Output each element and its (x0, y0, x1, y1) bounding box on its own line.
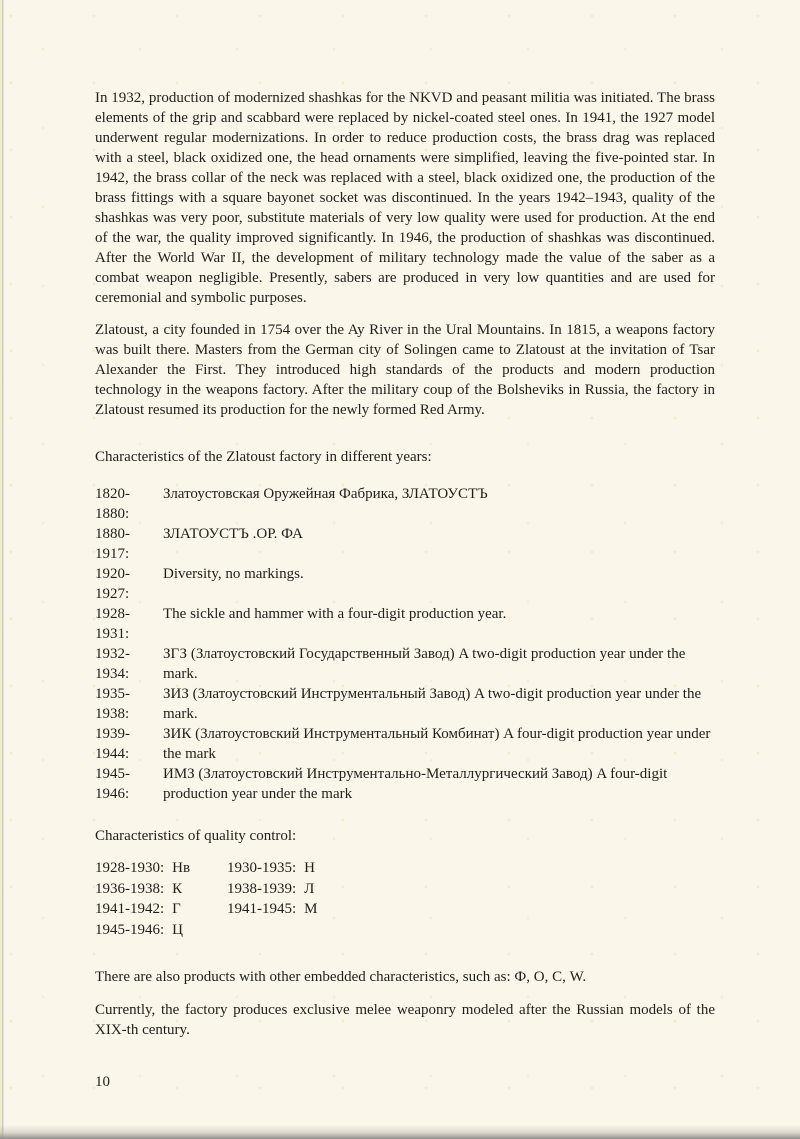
quality-mark: Нв (172, 860, 191, 876)
item-text: ЗЛАТОУСТЪ .ОР. ФА (163, 526, 303, 542)
page-bottom-edge-shadow (0, 1125, 800, 1139)
quality-cell (95, 879, 227, 900)
years-label: 1820-1880: (95, 486, 130, 522)
quality-mark: Н (304, 860, 316, 876)
item-text: ЗИЗ (Златоустовский Инструментальный Завод) A two-digit production year under the mark. (163, 686, 702, 722)
quality-mark: М (304, 901, 318, 917)
quality-cell (227, 858, 435, 879)
item-text: Diversity, no markings. (163, 566, 304, 582)
list-item (95, 644, 715, 684)
years-label: 1939-1944: (95, 726, 130, 762)
quality-mark: Г (172, 901, 181, 917)
item-text: ИМЗ (Златоустовский Инструментально-Металлургический Завод) A four-digit production year under the mark (163, 766, 668, 802)
list-item (95, 524, 715, 564)
quality-cell (95, 899, 227, 920)
list-item (95, 764, 715, 804)
list-item (95, 684, 715, 724)
list-item (95, 484, 715, 524)
years-label: 1880-1917: (95, 526, 130, 562)
paragraph-production-history: In 1932, production of modernized shashkas for the NKVD and peasant militia was initiated. The brass elements of the grip and scabbard were replaced by nickel-coated steel ones. In 1941, the 1927 model underwent regular modernizations. In order to reduce production costs, the brass drag was replaced with a steel, black oxidized one, the head ornaments were simplified, leaving the five-pointed star. In 1942, the brass collar of the neck was replaced with a steel, black oxidized one, the production of the brass fittings with a square bayonet socket was discontinued. In the years 1942–1943, quality of the shashkas was very poor, substitute materials of very low quality were used for production. At the end of the war, the quality improved significantly. In 1946, the production of shashkas was discontinued. After the World War II, the development of military technology made the value of the saber as a combat weapon negligible. Presently, sabers are produced in very low quantities and are used for ceremonial and symbolic purposes. (95, 90, 715, 306)
years-label: 1935-1938: (95, 686, 130, 722)
years-label: 1945-1946: (95, 921, 165, 938)
list-item (95, 724, 715, 764)
quality-control-table (95, 858, 435, 940)
quality-mark: Ц (172, 921, 184, 938)
page-content (95, 88, 715, 1040)
page-number: 10 (95, 1074, 110, 1090)
list-item (95, 604, 715, 644)
item-text: ЗИК (Златоустовский Инструментальный Комбинат) A four-digit production year under the mark (163, 726, 711, 762)
quality-mark: Л (304, 880, 315, 897)
years-label: 1930-1935: (227, 860, 297, 876)
paragraph-zlatoust-history: Zlatoust, a city founded in 1754 over the Ay River in the Ural Mountains. In 1815, a weapons factory was built there. Masters from the German city of Solingen came to Zlatoust at the invitation of Tsar Alexander the First. They introduced high standards of the products and modern production technology in the weapons factory. After the military coup of the Bolsheviks in Russia, the factory in Zlatoust resumed its production for the newly formed Red Army. (95, 322, 715, 418)
item-text: Златоустовская Оружейная Фабрика, ЗЛАТОУСТЪ (163, 486, 488, 502)
years-label: 1936-1938: (95, 880, 165, 897)
list-item (95, 564, 715, 604)
factory-marks-list (95, 484, 715, 804)
quality-cell (227, 879, 435, 900)
factory-marks-heading: Characteristics of the Zlatoust factory in different years: (95, 449, 432, 465)
page-left-edge (0, 0, 4, 1139)
paragraph-other-characteristics: There are also products with other embedded characteristics, such as: Ф, О, С, W. (95, 969, 587, 985)
years-label: 1941-1942: (95, 901, 165, 917)
quality-control-heading: Characteristics of quality control: (95, 828, 297, 844)
years-label: 1928-1931: (95, 606, 130, 642)
years-label: 1920-1927: (95, 566, 130, 602)
years-label: 1945-1946: (95, 766, 130, 802)
quality-mark: К (172, 880, 183, 897)
years-label: 1938-1939: (227, 880, 297, 897)
quality-cell (227, 899, 435, 920)
item-text: The sickle and hammer with a four-digit production year. (163, 606, 507, 622)
item-text: ЗГЗ (Златоустовский Государственный Завод) A two-digit production year under the mark. (163, 646, 686, 682)
quality-cell (95, 858, 227, 879)
quality-cell (95, 920, 227, 941)
years-label: 1928-1930: (95, 860, 165, 876)
years-label: 1932-1934: (95, 646, 130, 682)
quality-cell (227, 920, 435, 941)
paragraph-current-production: Currently, the factory produces exclusive melee weaponry modeled after the Russian models of the XIX-th century. (95, 1002, 715, 1038)
years-label: 1941-1945: (227, 901, 297, 917)
